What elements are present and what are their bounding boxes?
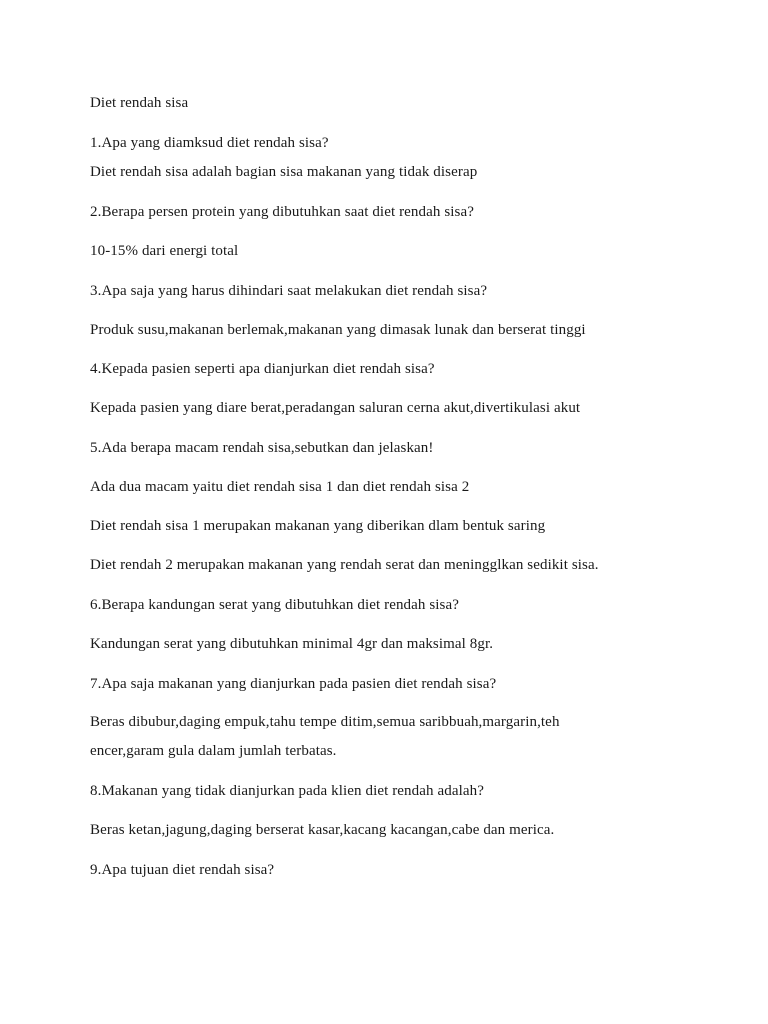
question-2: 2.Berapa persen protein yang dibutuhkan saat diet rendah sisa?: [90, 204, 474, 220]
answer-5b: Diet rendah sisa 1 merupakan makanan yang diberikan dlam bentuk saring: [90, 518, 546, 534]
answer-4: Kepada pasien yang diare berat,peradangan saluran cerna akut,divertikulasi akut: [90, 400, 581, 416]
answer-7a: Beras dibubur,daging empuk,tahu tempe ditim,semua saribbuah,margarin,teh: [90, 714, 560, 730]
answer-2: 10-15% dari energi total: [90, 243, 239, 259]
question-6: 6.Berapa kandungan serat yang dibutuhkan diet rendah sisa?: [90, 597, 460, 613]
answer-5a: Ada dua macam yaitu diet rendah sisa 1 dan diet rendah sisa 2: [90, 479, 470, 495]
answer-5c: Diet rendah 2 merupakan makanan yang rendah serat dan meningglkan sedikit sisa.: [90, 557, 599, 573]
question-9: 9.Apa tujuan diet rendah sisa?: [90, 862, 275, 878]
answer-1: Diet rendah sisa adalah bagian sisa makanan yang tidak diserap: [90, 164, 478, 180]
question-5: 5.Ada berapa macam rendah sisa,sebutkan dan jelaskan!: [90, 440, 434, 456]
answer-7b: encer,garam gula dalam jumlah terbatas.: [90, 743, 337, 759]
question-1: 1.Apa yang diamksud diet rendah sisa?: [90, 135, 329, 151]
answer-6: Kandungan serat yang dibutuhkan minimal 4gr dan maksimal 8gr.: [90, 636, 494, 652]
question-3: 3.Apa saja yang harus dihindari saat melakukan diet rendah sisa?: [90, 283, 488, 299]
question-4: 4.Kepada pasien seperti apa dianjurkan diet rendah sisa?: [90, 361, 435, 377]
question-8: 8.Makanan yang tidak dianjurkan pada klien diet rendah adalah?: [90, 783, 484, 799]
document-title: Diet rendah sisa: [90, 95, 189, 111]
answer-3: Produk susu,makanan berlemak,makanan yang dimasak lunak dan berserat tinggi: [90, 322, 586, 338]
question-7: 7.Apa saja makanan yang dianjurkan pada pasien diet rendah sisa?: [90, 676, 497, 692]
answer-8: Beras ketan,jagung,daging berserat kasar,kacang kacangan,cabe dan merica.: [90, 822, 555, 838]
